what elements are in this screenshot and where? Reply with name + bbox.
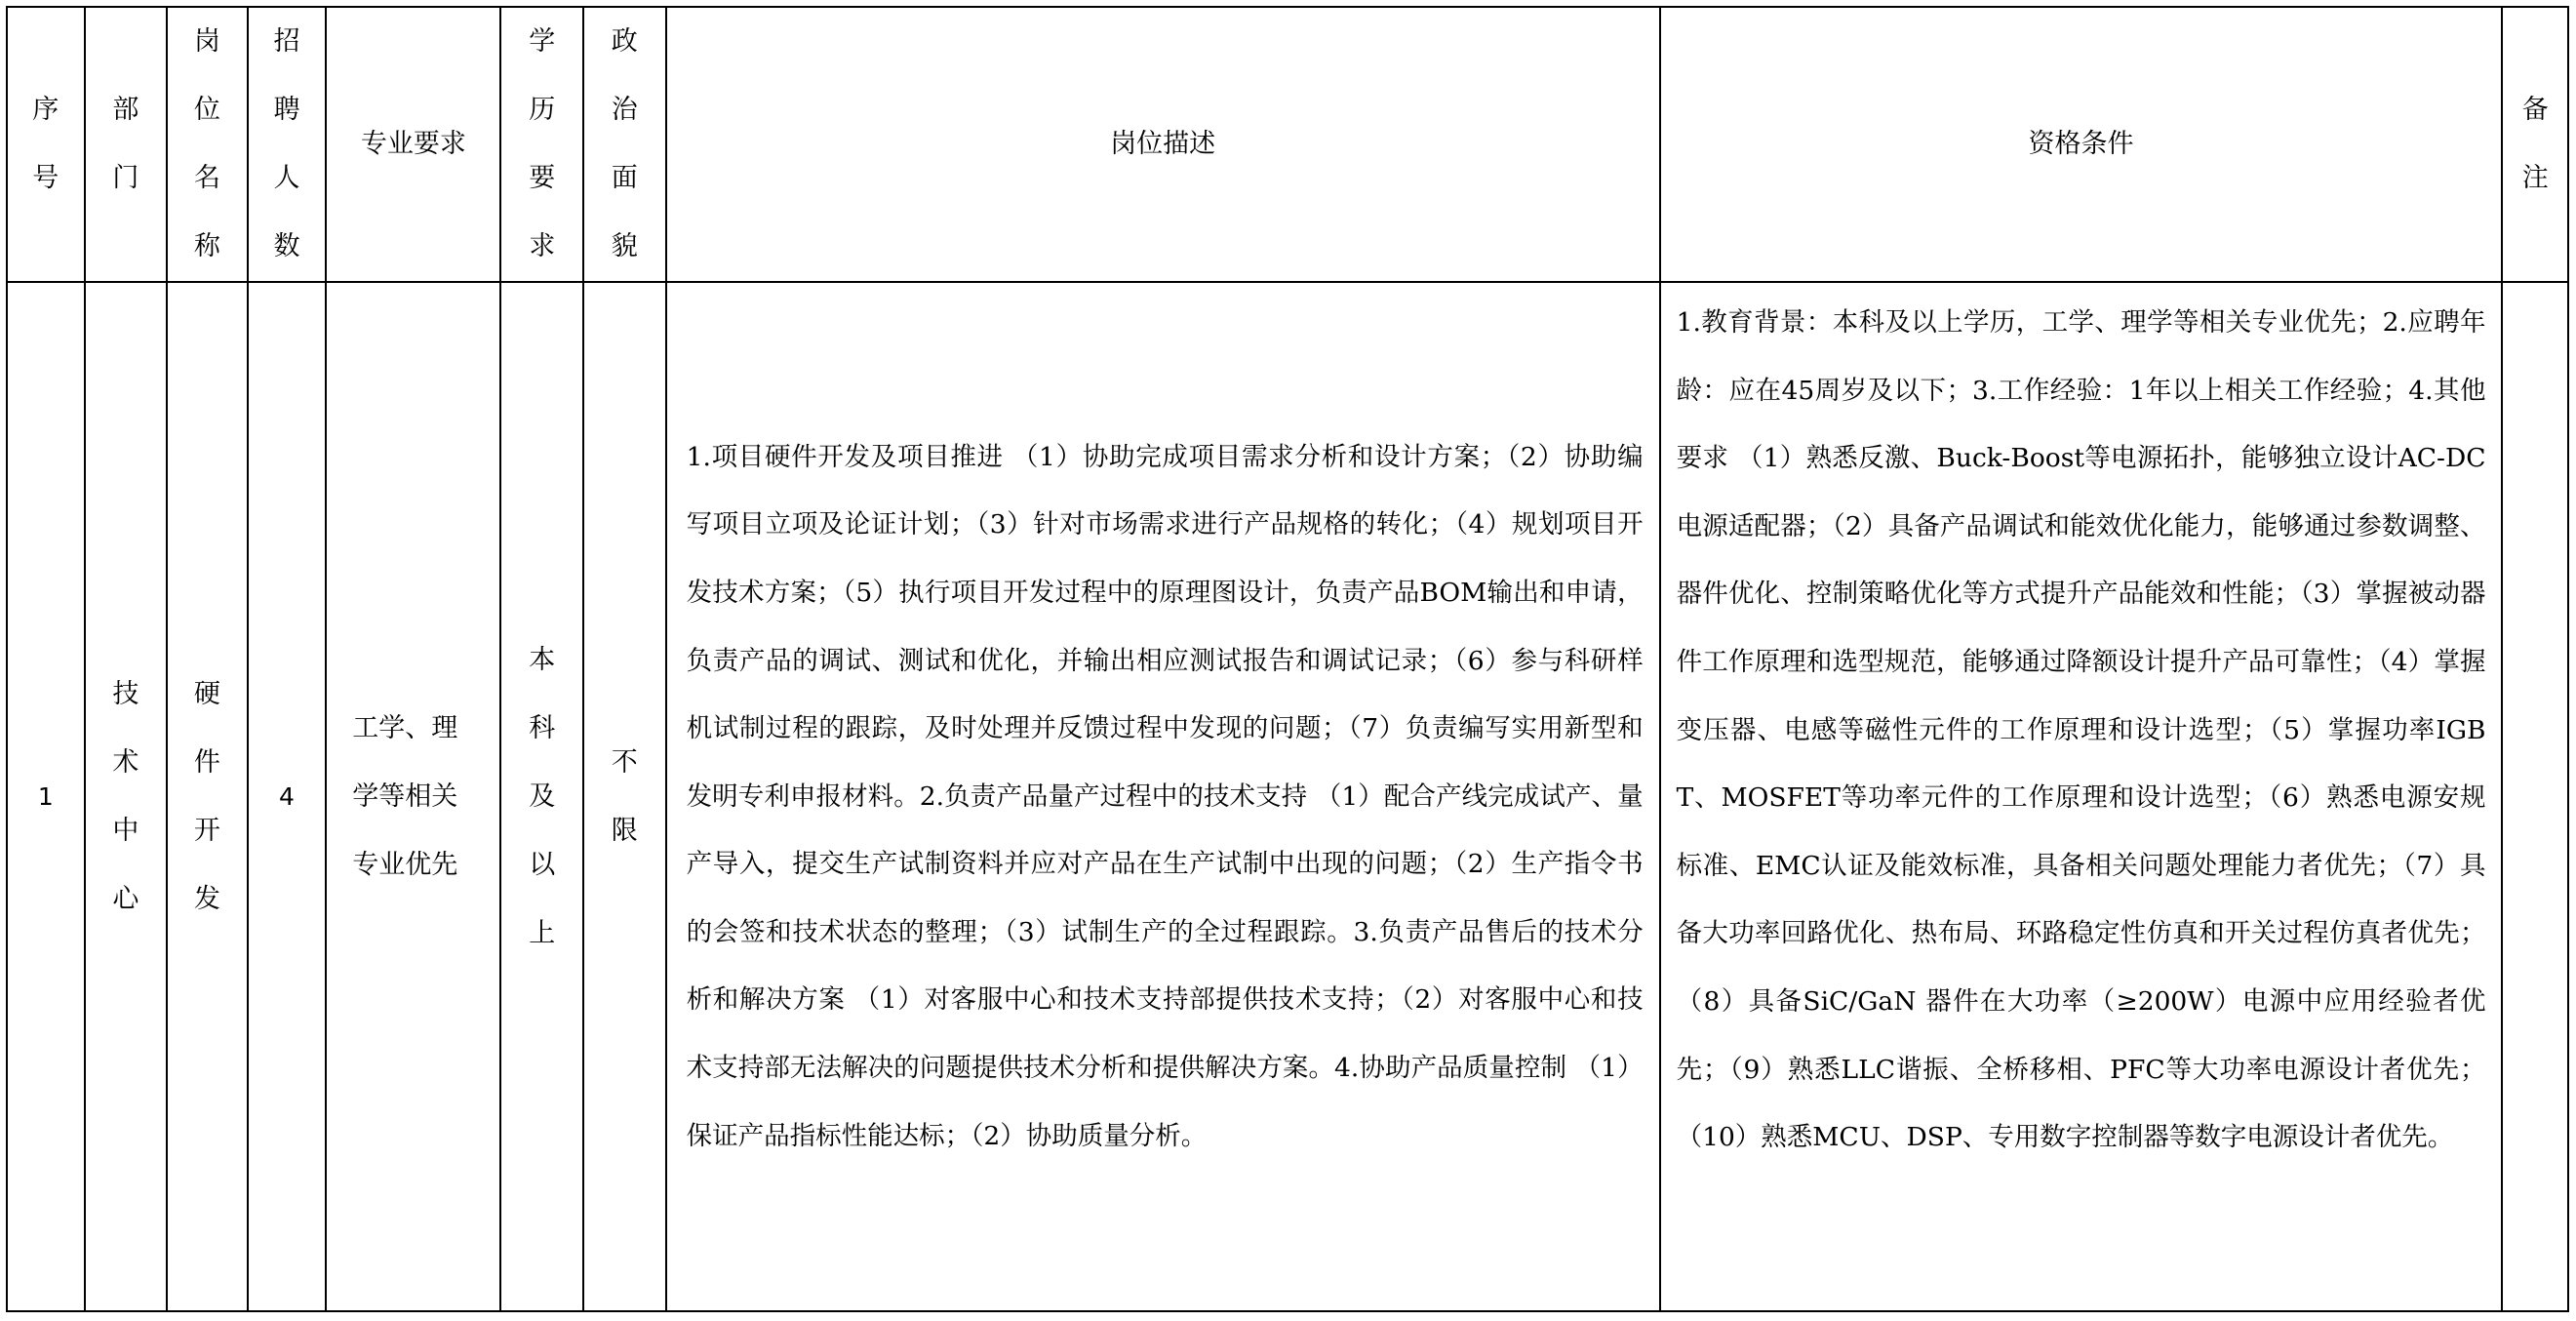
header-education: 学历要求: [500, 7, 583, 282]
header-political: 政治面貌: [583, 7, 666, 282]
header-qualifications: 资格条件: [1660, 7, 2503, 282]
cell-headcount: 4: [248, 282, 327, 1311]
header-headcount: 招聘人数: [248, 7, 327, 282]
header-remarks: 备注: [2502, 7, 2568, 282]
cell-major: 工学、理学等相关专业优先: [326, 282, 500, 1311]
header-description: 岗位描述: [666, 7, 1660, 282]
header-position: 岗位名称: [167, 7, 248, 282]
cell-position: 硬件开发: [167, 282, 248, 1311]
header-dept: 部门: [85, 7, 168, 282]
header-major: 专业要求: [326, 7, 500, 282]
cell-education: 本科及以上: [500, 282, 583, 1311]
header-seq: 序号: [7, 7, 85, 282]
header-row: [7, 7, 2568, 282]
recruitment-table: [6, 6, 2569, 1312]
cell-seq: 1: [7, 282, 85, 1311]
table-row: [7, 282, 2568, 1311]
cell-remarks: [2502, 282, 2568, 1311]
cell-description: 1.项目硬件开发及项目推进 （1）协助完成项目需求分析和设计方案；（2）协助编写项目立项及论证计划；（3）针对市场需求进行产品规格的转化；（4）规划项目开发技术方案；（5）执行项目开发过程中的原理图设计，负责产品BOM输出和申请，负责产品的调试、测试和优化，并输出相应测试报告和调试记录；（6）参与科研样机试制过程的跟踪，及时处理并反馈过程中发现的问题；（7）负责编写实用新型和发明专利申报材料。2.负责产品量产过程中的技术支持 （1）配合产线完成试产、量产导入，提交生产试制资料并应对产品在生产试制中出现的问题；（2）生产指令书的会签和技术状态的整理；（3）试制生产的全过程跟踪。3.负责产品售后的技术分析和解决方案 （1）对客服中心和技术支持部提供技术支持；（2）对客服中心和技术支持部无法解决的问题提供技术分析和提供解决方案。4.协助产品质量控制 （1）保证产品指标性能达标；（2）协助质量分析。: [666, 282, 1660, 1311]
cell-political: 不限: [583, 282, 666, 1311]
cell-qualifications: 1.教育背景：本科及以上学历，工学、理学等相关专业优先；2.应聘年龄：应在45周岁及以下；3.工作经验：1年以上相关工作经验；4.其他要求 （1）熟悉反激、Buck-Boost等电源拓扑，能够独立设计AC-DC电源适配器；（2）具备产品调试和能效优化能力，能够通过参数调整、器件优化、控制策略优化等方式提升产品能效和性能；（3）掌握被动器件工作原理和选型规范，能够通过降额设计提升产品可靠性；（4）掌握变压器、电感等磁性元件的工作原理和设计选型；（5）掌握功率IGBT、MOSFET等功率元件的工作原理和设计选型；（6）熟悉电源安规标准、EMC认证及能效标准，具备相关问题处理能力者优先；（7）具备大功率回路优化、热布局、环路稳定性仿真和开关过程仿真者优先；（8）具备SiC/GaN 器件在大功率（≥200W）电源中应用经验者优先；（9）熟悉LLC谐振、全桥移相、PFC等大功率电源设计者优先；（10）熟悉MCU、DSP、专用数字控制器等数字电源设计者优先。: [1660, 282, 2503, 1311]
cell-dept: 技术中心: [85, 282, 168, 1311]
